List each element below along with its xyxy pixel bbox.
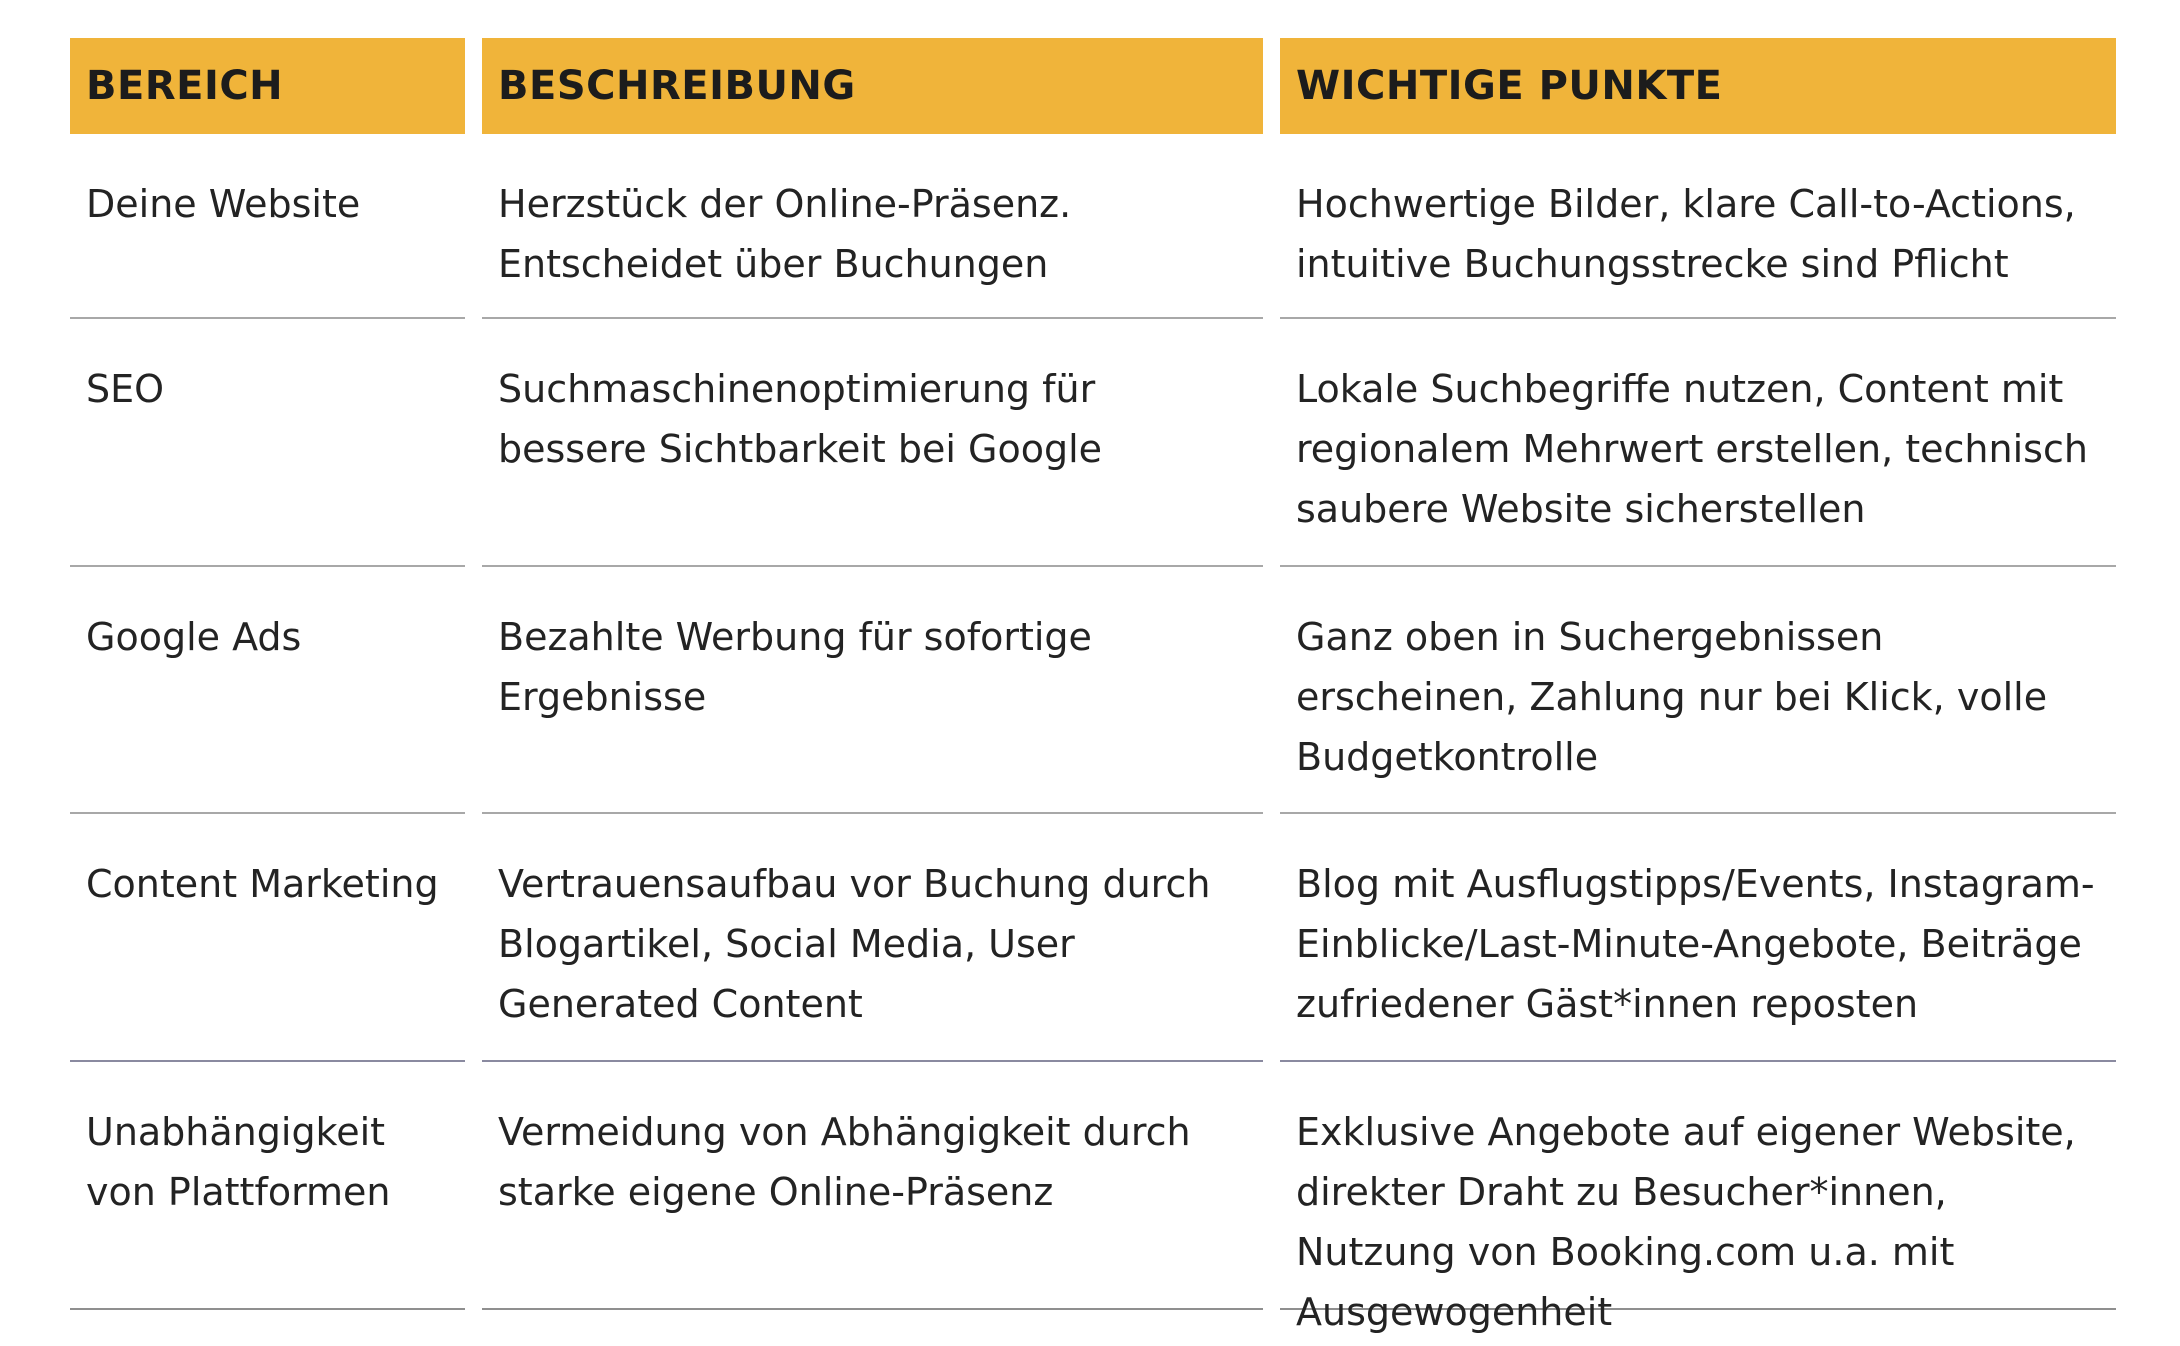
cell-bereich: Deine Website [70, 134, 465, 319]
cell-bereich: SEO [70, 319, 465, 567]
cell-beschreibung: Bezahlte Werbung für sofortige Ergebnisse [482, 567, 1263, 814]
cell-bereich: Content Marketing [70, 814, 465, 1062]
cell-wichtige-punkte: Blog mit Ausflugstipps/Events, Instagram-Einblicke/Last-Minute-Angebote, Beiträge zufriedener Gäst*innen reposten [1280, 814, 2116, 1062]
cell-beschreibung: Herzstück der Online-Präsenz. Entscheidet über Buchungen [482, 134, 1263, 319]
header-wichtige-punkte: WICHTIGE PUNKTE [1280, 38, 2116, 134]
header-bereich: BEREICH [70, 38, 465, 134]
cell-beschreibung: Suchmaschinenoptimierung für bessere Sichtbarkeit bei Google [482, 319, 1263, 567]
cell-bereich: Google Ads [70, 567, 465, 814]
cell-wichtige-punkte: Lokale Suchbegriffe nutzen, Content mit regionalem Mehrwert erstellen, technisch saubere Website sicherstellen [1280, 319, 2116, 567]
table-grid [70, 38, 2116, 1334]
header-beschreibung: BESCHREIBUNG [482, 38, 1263, 134]
cell-beschreibung: Vertrauensaufbau vor Buchung durch Blogartikel, Social Media, User Generated Content [482, 814, 1263, 1062]
overview-table [70, 38, 2116, 1334]
cell-wichtige-punkte: Exklusive Angebote auf eigener Website, direkter Draht zu Besucher*innen, Nutzung von Booking.com u.a. mit Ausgewogenheit [1280, 1062, 2116, 1310]
cell-wichtige-punkte: Hochwertige Bilder, klare Call-to-Actions, intuitive Buchungsstrecke sind Pflicht [1280, 134, 2116, 319]
cell-wichtige-punkte: Ganz oben in Suchergebnissen erscheinen, Zahlung nur bei Klick, volle Budgetkontrolle [1280, 567, 2116, 814]
cell-beschreibung: Vermeidung von Abhängigkeit durch starke eigene Online-Präsenz [482, 1062, 1263, 1310]
cell-bereich: Unabhängigkeit von Plattformen [70, 1062, 465, 1310]
